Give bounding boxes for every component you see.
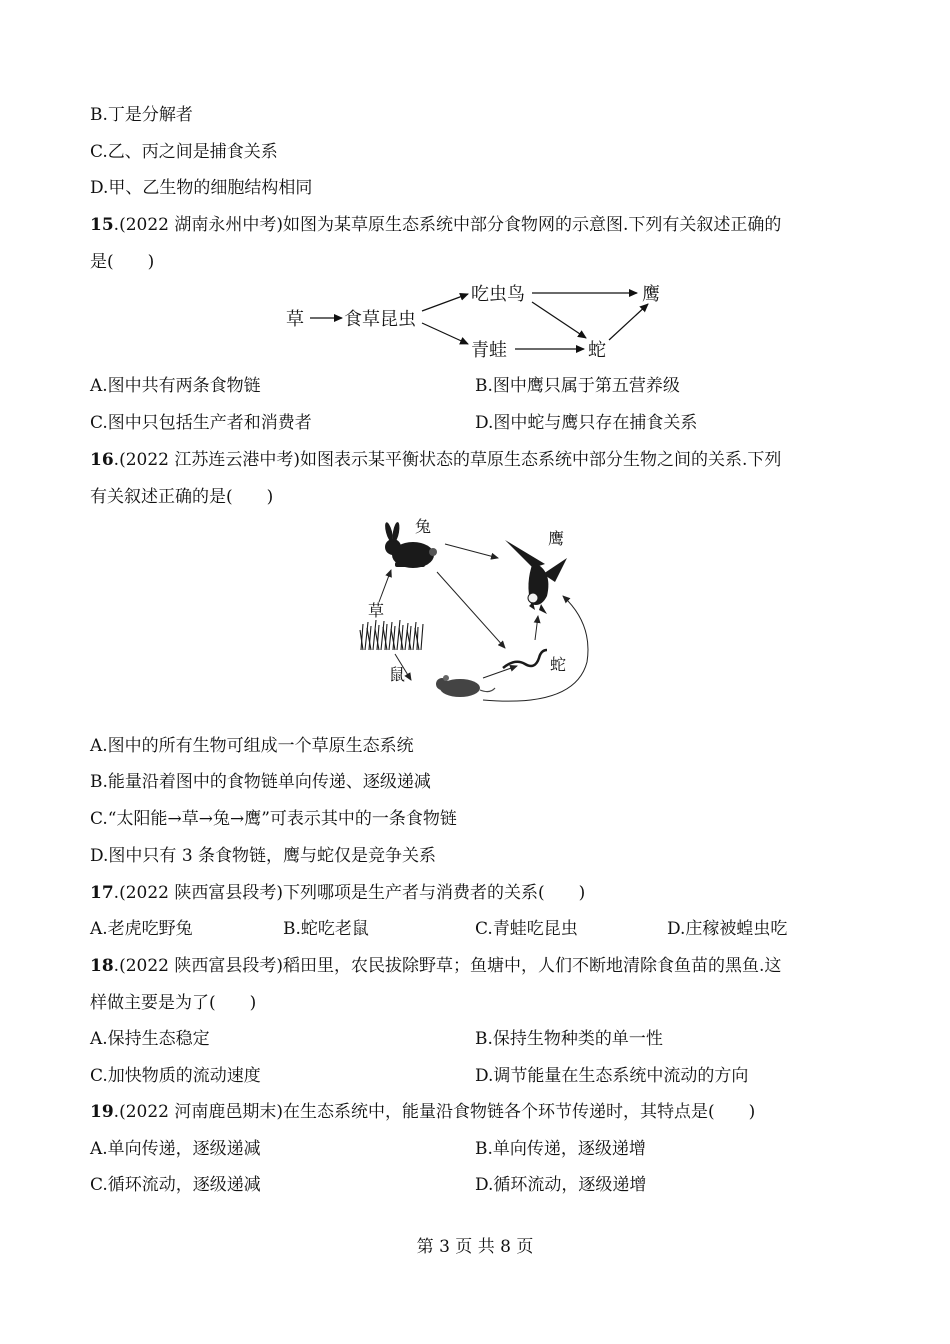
q14-option-b: B.丁是分解者 [90, 105, 193, 125]
q16-ecosystem-diagram [355, 512, 605, 712]
q19-option-d: D.循环流动，逐级递增 [475, 1175, 647, 1195]
q15-stem-line1: 15.(2022 湖南永州中考)如图为某草原生态系统中部分食物网的示意图.下列有关叙述正确的 [90, 215, 782, 235]
label-snake: 蛇 [550, 655, 567, 674]
q17-number: 17 [90, 883, 114, 903]
q16-stem-line1: 16.(2022 江苏连云港中考)如图表示某平衡状态的草原生态系统中部分生物之间的关系.下列 [90, 450, 782, 470]
q18-option-a: A.保持生态稳定 [90, 1029, 210, 1049]
q19-option-c: C.循环流动，逐级递减 [90, 1175, 261, 1195]
q15-stem-line2: 是( ) [90, 252, 155, 272]
snake-illustration [503, 650, 547, 668]
q17-option-c: C.青蛙吃昆虫 [475, 919, 578, 939]
q15-option-a: A.图中共有两条食物链 [90, 376, 261, 396]
arrow-rabbit-snake [437, 572, 505, 648]
node-grass: 草 [286, 309, 304, 330]
arrow-grass-rabbit [379, 570, 391, 602]
arrow-snake-hawk [535, 616, 538, 640]
q19-option-b: B.单向传递，逐级递增 [475, 1139, 646, 1159]
q16-stem-line2: 有关叙述正确的是( ) [90, 487, 274, 507]
q15-food-web-diagram [270, 278, 690, 368]
mouse-illustration [436, 675, 495, 697]
q15-number: 15 [90, 215, 114, 235]
q17-stem: 17.(2022 陕西富县段考)下列哪项是生产者与消费者的关系( ) [90, 883, 586, 903]
arrow-snake-hawk [609, 304, 648, 340]
label-grass: 草 [368, 601, 385, 620]
q17-option-d: D.庄稼被蝗虫吃 [667, 919, 788, 939]
q14-option-c: C.乙、丙之间是捕食关系 [90, 142, 278, 162]
node-snake: 蛇 [588, 340, 606, 361]
q19-stem: 19.(2022 河南鹿邑期末)在生态系统中，能量沿食物链各个环节传递时，其特点是( ) [90, 1102, 756, 1122]
q18-stem-line2: 样做主要是为了( ) [90, 993, 257, 1013]
q17-option-b: B.蛇吃老鼠 [283, 919, 369, 939]
node-hawk: 鹰 [642, 284, 660, 305]
q19-number: 19 [90, 1102, 114, 1122]
node-bird: 吃虫鸟 [471, 284, 525, 305]
q14-option-d: D.甲、乙生物的细胞结构相同 [90, 178, 313, 198]
q17-option-a: A.老虎吃野兔 [90, 919, 193, 939]
q18-stem-line1: 18.(2022 陕西富县段考)稻田里，农民拔除野草；鱼塘中，人们不断地清除食鱼苗的黑鱼.这 [90, 956, 782, 976]
arrow-mouse-hawk [483, 596, 588, 701]
node-insect: 食草昆虫 [344, 309, 416, 330]
q18-option-d: D.调节能量在生态系统中流动的方向 [475, 1066, 749, 1086]
arrow-insect-frog [422, 323, 468, 344]
label-hawk: 鹰 [548, 529, 565, 548]
q18-option-c: C.加快物质的流动速度 [90, 1066, 261, 1086]
eagle-illustration [505, 540, 567, 614]
arrow-mouse-snake [483, 666, 517, 678]
arrow-rabbit-hawk [445, 544, 498, 558]
q15-option-c: C.图中只包括生产者和消费者 [90, 413, 312, 433]
arrow-insect-bird [422, 294, 468, 311]
q16-number: 16 [90, 450, 114, 470]
q18-number: 18 [90, 956, 114, 976]
q18-option-b: B.保持生物种类的单一性 [475, 1029, 663, 1049]
q19-option-a: A.单向传递，逐级递减 [90, 1139, 261, 1159]
arrow-bird-snake [532, 302, 586, 338]
node-frog: 青蛙 [471, 340, 507, 361]
q15-option-d: D.图中蛇与鹰只存在捕食关系 [475, 413, 698, 433]
q16-option-d: D.图中只有 3 条食物链，鹰与蛇仅是竞争关系 [90, 846, 437, 866]
q16-option-c: C.“太阳能→草→兔→鹰”可表示其中的一条食物链 [90, 809, 457, 829]
q16-option-b: B.能量沿着图中的食物链单向传递、逐级递减 [90, 772, 431, 792]
label-mouse: 鼠 [389, 665, 406, 684]
q15-option-b: B.图中鹰只属于第五营养级 [475, 376, 680, 396]
label-rabbit: 兔 [415, 517, 432, 536]
q16-option-a: A.图中的所有生物可组成一个草原生态系统 [90, 736, 414, 756]
grass-illustration [360, 620, 423, 650]
page-footer: 第 3 页 共 8 页 [416, 1237, 534, 1257]
